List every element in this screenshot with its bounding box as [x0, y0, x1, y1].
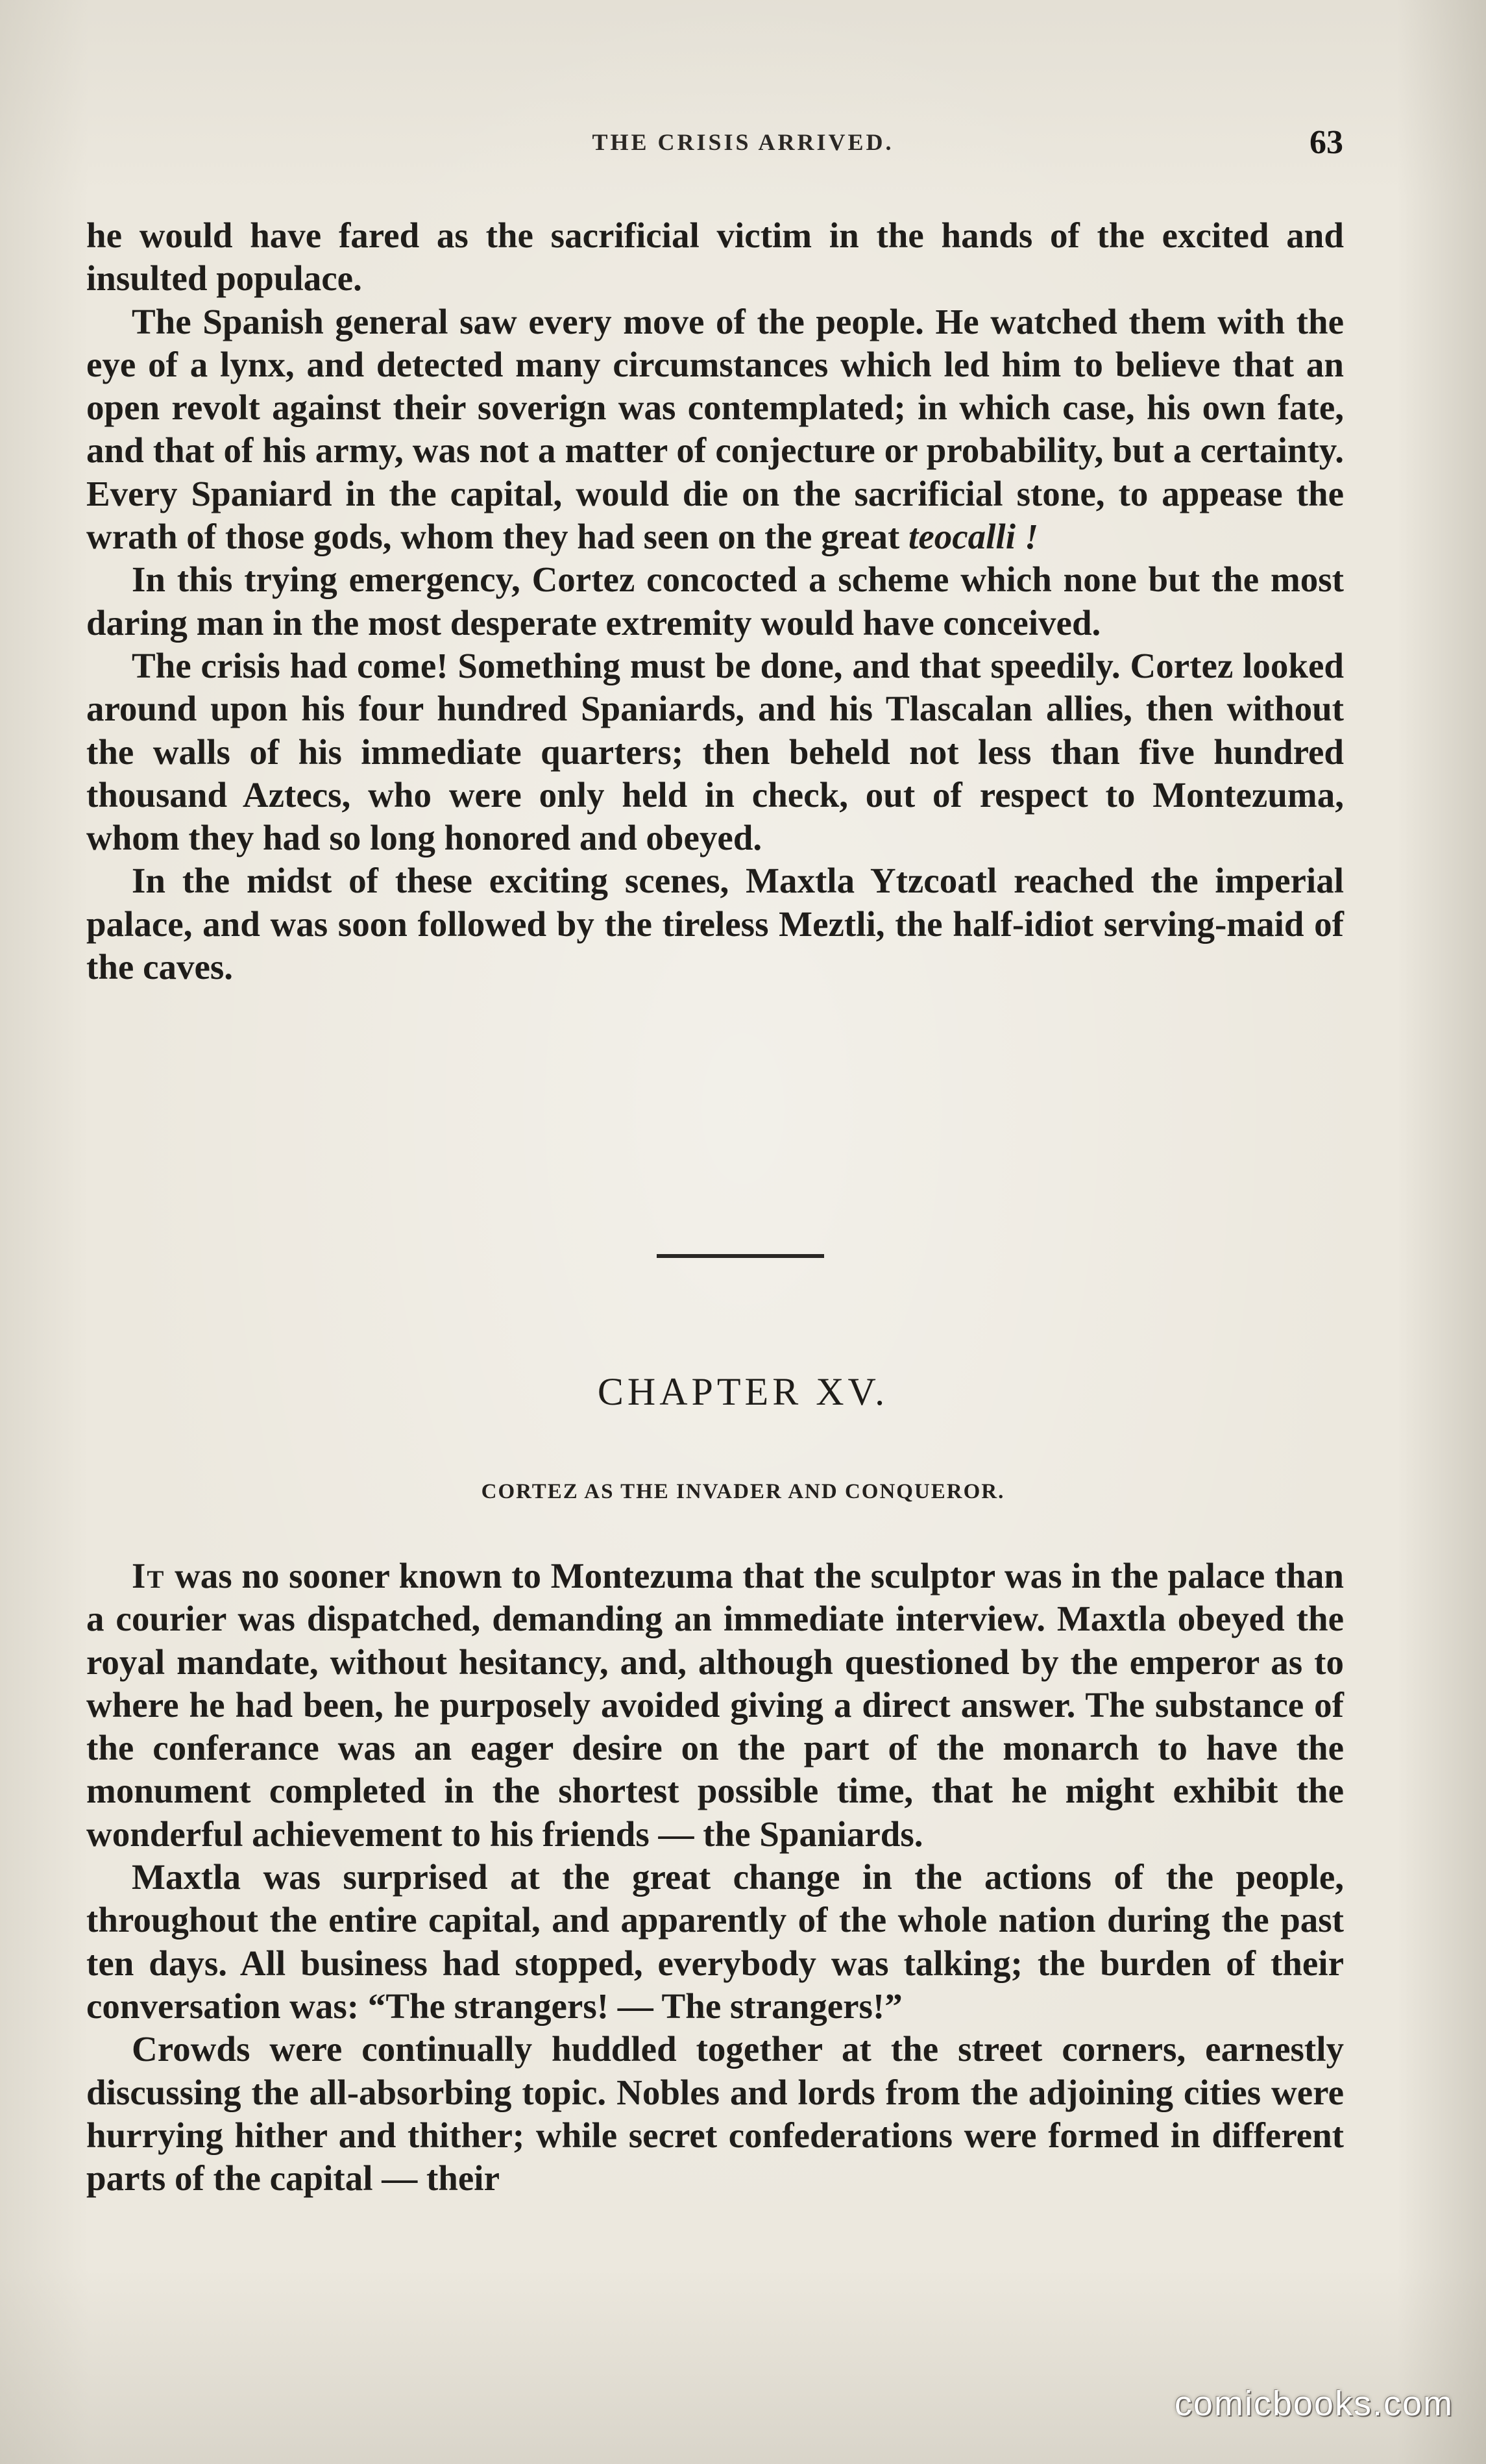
paragraph-text: was no sooner known to Montezuma that the sculptor was in the palace than a courier was dispatched, demanding an immediate interview. Maxtla obeyed the royal mandate, without hesitancy, and, although questioned by the emperor as to where he had been, he purposely avoided giving a direct answer. The substance of the conferance was an eager desire on the part of the monarch to have the monument completed in the shortest possible time, that he might exhibit the wonderful achievement to his friends — the Spaniards.	[86, 1556, 1344, 1854]
paragraph: In this trying emergency, Cortez concocted a scheme which none but the most daring man in the most desperate extremity would have conceived.	[86, 560, 1344, 643]
paragraph	[86, 1555, 1344, 1856]
opening-word: It	[132, 1556, 165, 1595]
paragraph	[86, 301, 1344, 559]
paragraph: Maxtla was surprised at the great change in the actions of the people, throughout the entire capital, and apparently of the whole nation during the past ten days. All business had stopped, everybody was talking; the burden of their conversation was: “The strangers! — The strangers!”	[86, 1857, 1344, 2026]
page-number: 63	[1309, 124, 1343, 161]
watermark-logo: comicbooks.com	[1174, 2384, 1454, 2423]
italic-word: teocalli !	[908, 517, 1039, 557]
section-divider-rule	[657, 1254, 824, 1258]
paragraph-text: The Spanish general saw every move of the people. He watched them with the eye of a lynx, and detected many circumstances which led him to believe that an open revolt against their soverign was contemplated; in which case, his own fate, and that of his army, was not a matter of conjecture or probability, but a certainty. Every Spaniard in the capital, would die on the sacrificial stone, to appease the wrath of those gods, whom they had seen on the great	[86, 301, 1344, 557]
paragraph: he would have fared as the sacrificial victim in the hands of the excited and insulted populace.	[86, 216, 1344, 299]
running-head	[0, 123, 1486, 169]
body-text-top	[86, 214, 1344, 989]
body-text-chapter	[86, 1555, 1344, 2200]
paragraph: The crisis had come! Something must be done, and that speedily. Cortez looked around upon his four hundred Spaniards, and his Tlascalan allies, then without the walls of his immediate quarters; then beheld not less than five hundred thousand Aztecs, who were only held in check, out of respect to Montezuma, whom they had so long honored and obeyed.	[86, 645, 1344, 858]
paragraph: Crowds were continually huddled together at the street corners, earnestly discussing the all-absorbing topic. Nobles and lords from the adjoining cities were hurrying hither and thither; while secret confederations were formed in different parts of the capital — their	[86, 2029, 1344, 2199]
chapter-subtitle: CORTEZ AS THE INVADER AND CONQUEROR.	[481, 1480, 1005, 1503]
chapter-title: CHAPTER XV.	[597, 1370, 889, 1413]
running-title: THE CRISIS ARRIVED.	[592, 129, 894, 155]
paragraph: In the midst of these exciting scenes, Maxtla Ytzcoatl reached the imperial palace, and was soon followed by the tireless Meztli, the half-idiot serving-maid of the caves.	[86, 861, 1344, 987]
